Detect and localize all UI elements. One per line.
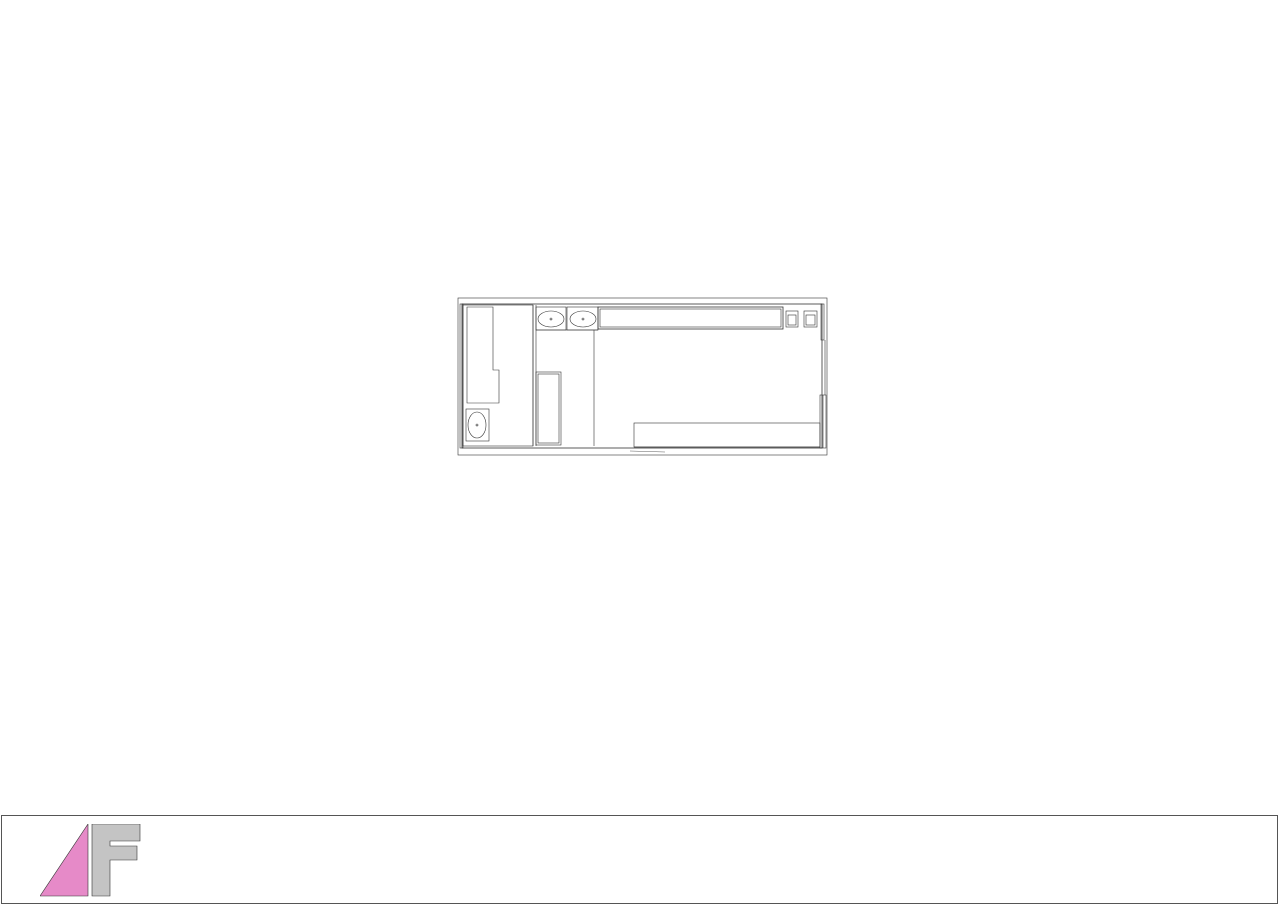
container-inner-wall [462,304,822,448]
left-end-wall [460,304,463,448]
designer-logo [40,824,152,900]
upper-shelf [598,307,783,329]
left-sink [466,409,489,441]
middle-cabinet [536,372,561,445]
right-end-wall [821,304,824,340]
left-sink-basin [468,412,486,438]
top-sink-1 [536,307,566,330]
title-block [1,815,1278,904]
container-outer-wall [458,298,827,455]
floor-plan-drawing [455,295,830,458]
bar-counter [634,423,820,447]
logo-pink-triangle [40,824,88,896]
left-room [463,305,533,446]
logo-gray-f [92,824,140,896]
left-room-counter [467,307,499,403]
